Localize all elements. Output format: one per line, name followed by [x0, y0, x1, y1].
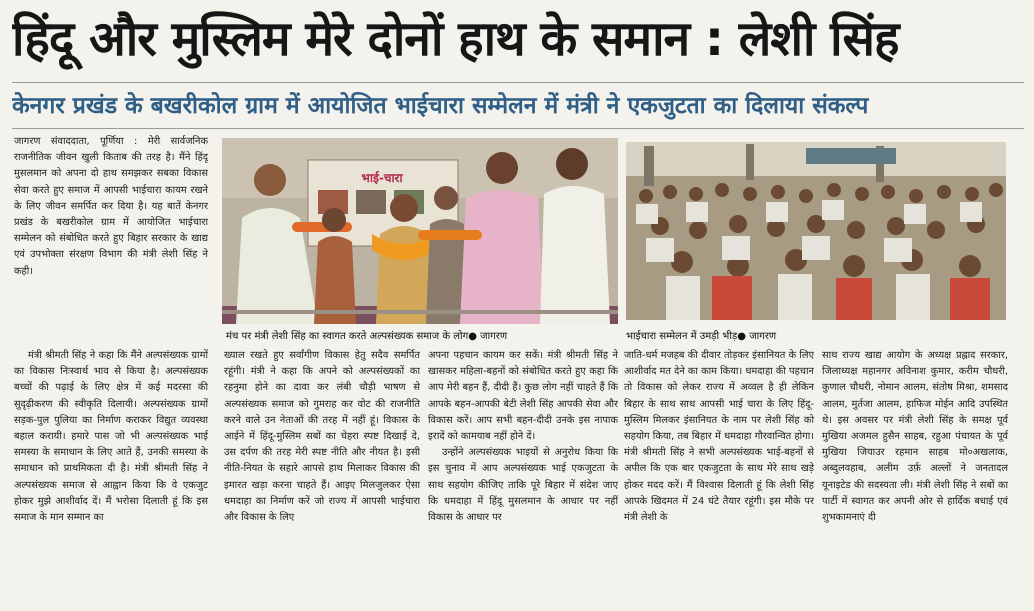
banner-text: भाई-चारा [361, 171, 403, 185]
photo-crowd-image [626, 142, 1006, 320]
article-column-3 [428, 348, 618, 606]
article-paragraph: जागरण संवाददाता, पूर्णिया : मेरी सार्वजनिक राजनीतिक जीवन खुली किताब की तरह है। मैंने हिंदू मुसलमान को अपना दो हाथ समझकर सबका विकास सेवा करते हुए समाज में आपसी भाईचारा कायम रखने के लिए जीवन समर्पित कर दिया है। यह बातें केनगर प्रखंड के बखरीकोल ग्राम में आयोजित भाईचारा सम्मेलन को संबोधित करते हुए बिहार सरकार के खाद्य एवं उपभोक्ता संरक्षण विभाग की मंत्री लेशी सिंह ने कही। [14, 136, 208, 277]
caption-credit-mark: ● [737, 331, 750, 342]
article-paragraph: साथ राज्य खाद्य आयोग के अध्यक्ष प्रह्लाद सरकार, जिलाध्यक्ष महानगर अविनाश कुमार, करीम चौधरी, कुणाल चौधरी, नोमान आलम, संतोष मिश्रा, शमसाद आलम, मुर्तजा आलम, हाफिज मोईन आदि उपस्थित थे। इस अवसर पर मंत्री लेशी सिंह के समक्ष पूर्व मुखिया अजमल हुसैन साहब, रहुआ पंचायत के पूर्व मुखिया जियाउर रहमान साहब मो०अखलाक, अब्दुलवहाब, अलीम उर्फ़ अल्लों ने जनतादल यूनाइटेड की सदस्यता ली। मंत्री लेशी सिंह ने सबों का पार्टी में स्वागत कर अपनी ओर से हार्दिक बधाई एवं शुभकामनाएं दी [822, 350, 1008, 524]
headline: हिंदू और मुस्लिम मेरे दोनों हाथ के समान : लेशी सिंह [12, 11, 899, 67]
caption-credit-mark: ● [468, 331, 481, 342]
photo-minister-welcome [222, 138, 618, 324]
article-paragraph: उन्होंने अल्पसंख्यक भाइयों से अनुरोध किया कि इस चुनाव में आप अल्पसंख्यक भाई एकजुटता के साथ सहयोग कीजिए ताकि पूरे बिहार में संदेश जाए कि धमदाहा में हिंदू मुसलमान के आधार पर नहीं विकास के आधार पर [428, 447, 618, 524]
photo-minister-welcome-image [222, 138, 618, 324]
photo-left-caption [226, 330, 618, 344]
article-column-5 [822, 348, 1008, 606]
subheadline-rule [12, 128, 1024, 129]
photo-right-caption-text: भाईचारा सम्मेलन में उमड़ी भीड़ [626, 331, 738, 342]
article-paragraph: अपना पहचान कायम कर सकें। मंत्री श्रीमती सिंह ने खासकर महिला-बहनों को संबोधित करते हुए कहा कि आप मेरी बहन हैं, दीदी हैं। कुछ लोग नहीं चाहते हैं कि आपके बहन-आपकी बेटी लेशी सिंह आपकी सेवा और विकास करें। आप सभी बहन-दीदी उनके इस नापाक इरादें को कामयाब नहीं होने दें। [428, 350, 618, 443]
headline-rule [12, 82, 1024, 83]
article-column-4 [624, 348, 814, 606]
article-paragraph: जाति-धर्म मजहब की दीवार तोड़कर इंसानियत के लिए आशीर्वाद मत देने का काम किया। धमदाहा की पहचान तो विकास को लेकर राज्य में अव्वल है ही लेकिन बिहार के साथ साथ आपसी भाई चारा के लिए हिंदू- मुस्लिम मिलकर इंसानियत के नाम पर लेशी सिंह को सहयोग किया, तब बिहार में धमदाहा गौरवान्वित होगा। मंत्री श्रीमती सिंह ने सभी अल्पसंख्यक भाई-बहनों से अपील कि एक बार एकजुटता के साथ मेरे साथ खड़े होकर मदद करें। मैं विश्वास दिलाती हूं कि लेशी सिंह आपके खिदमत में 24 घंटे तैयार रहूंगी। इस मौके पर मंत्री लेशी के [624, 350, 814, 524]
article-column-2 [224, 348, 420, 606]
photo-crowd [626, 142, 1006, 320]
photo-left-credit: जागरण [480, 331, 508, 342]
subheadline: केनगर प्रखंड के बखरीकोल ग्राम में आयोजित भाईचारा सम्मेलन में मंत्री ने एकजुटता का दिलाया संकल्प [12, 93, 869, 119]
photo-left-caption-text: मंच पर मंत्री लेशी सिंह का स्वागत करते अल्पसंख्यक समाज के लोग [226, 331, 469, 342]
photo-right-caption [626, 330, 1006, 344]
photo-right-credit: जागरण [749, 331, 777, 342]
article-column-1-top [14, 134, 208, 346]
article-column-1-bottom [14, 348, 208, 606]
article-paragraph: मंत्री श्रीमती सिंह ने कहा कि मैंने अल्पसंख्यक ग्रामों का विकास निःस्वार्थ भाव से किया है। अल्पसंख्यक बच्चों की पढ़ाई के लिए क्षेत्र में कई मदरसा की सुदृढ़ीकरण की स्वीकृति दिलायी। अल्पसंख्यक ग्रामों सड़क-पुल पुलिया का निर्माण कराकर विद्युत व्यवस्था बहाल करायी। हमारे पास जो भी अल्पसंख्यक भाई समस्या के समाधान के लिए आते हैं, उनकी समस्या के समाधान को प्राथमिकता दी है। मंत्री श्रीमती सिंह ने अल्पसंख्यक समाज से आह्वान किया कि वे एकजुट होकर मुझे आशीर्वाद दें। मैं भरोसा दिलाती हूं कि इस समाज के मान सम्मान का [14, 350, 208, 524]
article-paragraph: ख्याल रखते हुए सर्वांगीण विकास हेतु सदैव समर्पित रहूंगी। मंत्री ने कहा कि अपने को अल्पसंख्यकों का रहनुमा होने का दावा कर लंबी चौड़ी भाषण से अल्पसंख्यक समाज को गुमराह कर वोट की राजनीति करने वाले उन नेताओं की तरह में नहीं हूं। विकास के आईने में हिंदू-मुस्लिम सबों का चेहरा स्पष्ट दिखाई दे, उस दर्पण की तरह मेरी स्पष्ट नीति और नीयत है। इसी नीति-नियत के सहारे आपसे हाथ मिलाकर विकास की इमारत खड़ा करना चाहते हैं। आइए मिलजुलकर ऐसा धमदाहा का निर्माण करें जो राज्य में आपसी भाईचारा और विकास के लिए [224, 350, 420, 524]
